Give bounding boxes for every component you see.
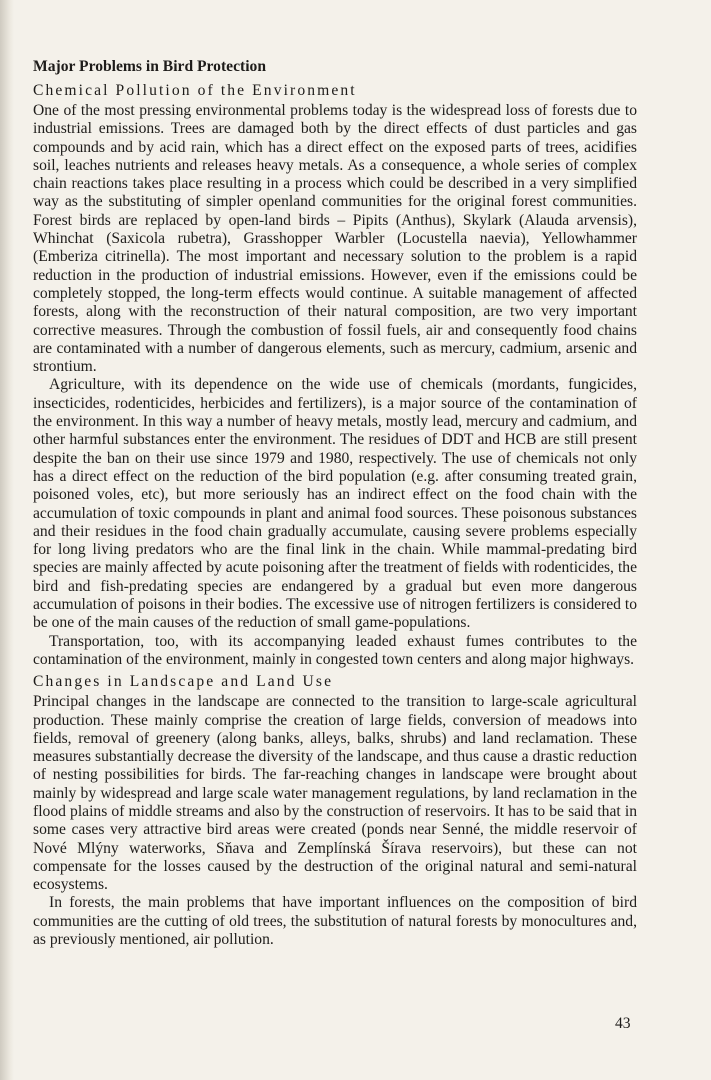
book-gutter-shadow [0, 0, 14, 1080]
section-title-landscape-changes: Changes in Landscape and Land Use [33, 673, 334, 691]
section-title-chemical-pollution: Chemical Pollution of the Environment [33, 82, 357, 99]
paragraph-landscape: Principal changes in the landscape are connected to the transition to large-scale agricultural production. These mainly comprise the creation of large fields, conversion of meadows into fields, removal of greenery (along banks, alleys, balks, shrubs) and land reclamation. These measures substantially decrease the diversity of the landscape, and thus cause a drastic reduction of nesting possibilities for birds. The far-reaching changes in landscape were brought about mainly by widespread and large scale water management regulations, by land reclamation in the flood plains of middle streams and also by the construction of reservoirs. It has to be said that in some cases very attractive bird areas were created (ponds near Senné, the middle reservoir of Nové Mlýny waterworks, Sňava and Zemplínská Šírava reservoirs), but these can not compensate for the losses caused by the destruction of the original natural and semi-natural ecosystems. [33, 693, 637, 894]
paragraph-agriculture: Agriculture, with its dependence on the wide use of chemicals (mordants, fungicides, insecticides, rodenticides, herbicides and fertilizers), is a major source of the contamination of the environment. In this way a number of heavy metals, mostly lead, mercury and cadmium, and other harmful substances enter the environment. The residues of DDT and HCB are still present despite the ban on their use since 1979 and 1980, respectively. The use of chemicals not only has a direct effect on the reduction of the bird population (e.g. after consuming treated grain, poisoned voles, etc), but more seriously has an indirect effect on the food chain with the accumulation of toxic compounds in plant and animal food sources. These poisonous substances and their residues in the food chain gradually accumulate, causing severe problems especially for long living predators who are the final link in the chain. While mammal-predating bird species are mainly affected by acute poisoning after the treatment of fields with rodenticides, the bird and fish-predating species are endangered by a gradual but even more dangerous accumulation of poisons in their bodies. The excessive use of nitrogen fertilizers is considered to be one of the main causes of the reduction of small game-populations. [33, 376, 637, 632]
paragraph-transportation: Transportation, too, with its accompanying leaded exhaust fumes contributes to the contamination of the environment, mainly in congested town centers and along major highways. [33, 632, 637, 668]
paragraph-forests: In forests, the main problems that have important influences on the composition of bird communities are the cutting of old trees, the substitution of natural forests by monocultures and, as previously mentioned, air pollution. [33, 894, 637, 949]
page-number: 43 [615, 1015, 631, 1032]
page-body [33, 56, 637, 949]
page-title: Major Problems in Bird Protection [33, 58, 267, 75]
paragraph-forest-emissions: One of the most pressing environmental problems today is the widespread loss of forests due to industrial emissions. Trees are damaged both by the direct effects of dust particles and gas compounds and by acid rain, which has a direct effect on the exposed parts of trees, acidifies soil, leaches nutrients and releases heavy metals. As a consequence, a whole series of complex chain reactions takes place resulting in a process which could be described in a very simplified way as the substituting of simpler openland communities for the original forest communities. Forest birds are replaced by open-land birds – Pipits (Anthus), Skylark (Alauda arvensis), Whinchat (Saxicola rubetra), Grasshopper Warbler (Locustella naevia), Yellowhammer (Emberiza citrinella). The most important and necessary solution to the problem is a rapid reduction in the production of industrial emissions. However, even if the emissions could be completely stopped, the long-term effects would continue. A suitable management of affected forests, along with the reconstruction of their natural composition, are two very important corrective measures. Through the combustion of fossil fuels, air and consequently food chains are contaminated with a number of dangerous elements, such as mercury, cadmium, arsenic and strontium. [33, 102, 637, 376]
